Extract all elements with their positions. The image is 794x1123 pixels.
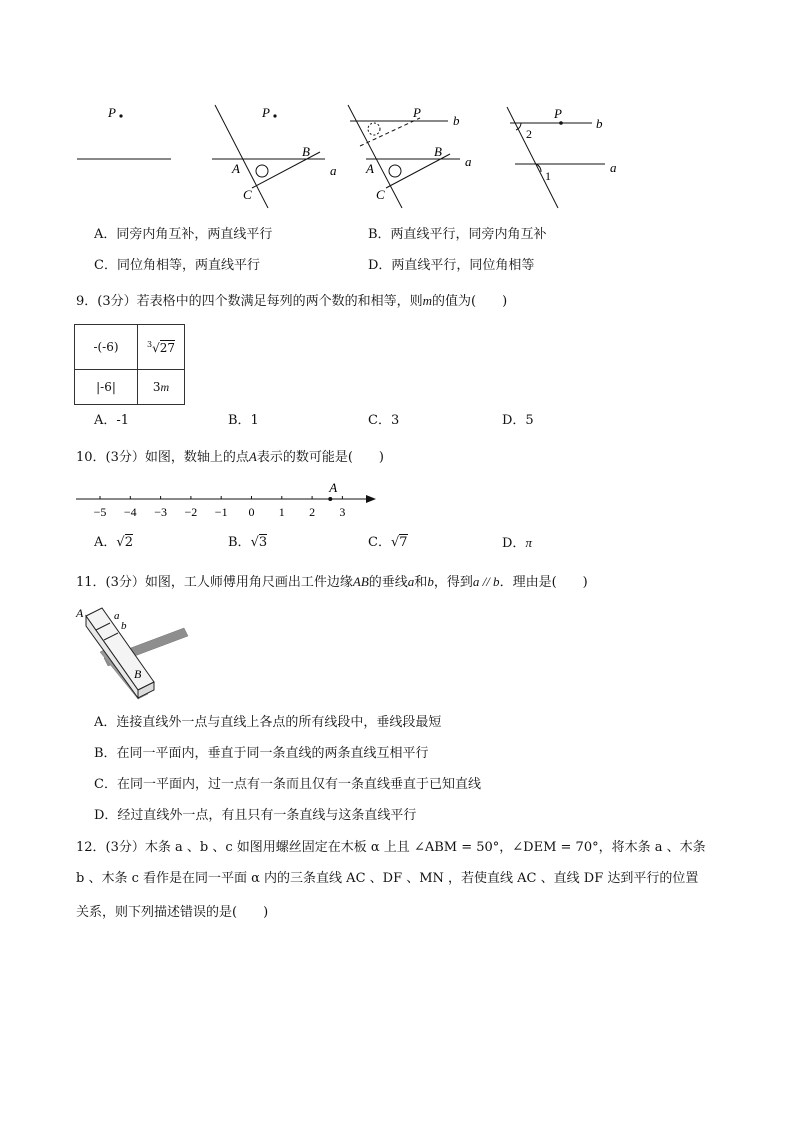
opt-prefix: D． bbox=[502, 536, 526, 551]
opt-prefix: C． bbox=[368, 535, 391, 550]
var-m: m bbox=[160, 379, 170, 394]
q11-stem-mid2: 和 bbox=[414, 575, 428, 590]
q9-option-d: D．5 bbox=[502, 413, 534, 428]
radical-sign: √ bbox=[116, 535, 125, 550]
label-a: A bbox=[232, 161, 240, 176]
label-a: A bbox=[76, 606, 84, 620]
cube-root-index: 3 bbox=[146, 339, 153, 349]
q10-stem bbox=[76, 448, 384, 467]
radicand: 7 bbox=[399, 535, 408, 550]
q12-line-3: 关系，则下列描述错误的是( ) bbox=[76, 905, 269, 920]
q11-figure bbox=[74, 602, 194, 702]
q8-option-d: D．两直线平行，同位角相等 bbox=[368, 258, 535, 273]
q8-figure-2 bbox=[212, 105, 337, 208]
q11-stem-mid1: 的垂线 bbox=[368, 575, 408, 590]
q11-ab: AB bbox=[352, 574, 369, 589]
q9-table bbox=[74, 324, 185, 405]
q11-option-c: C．在同一平面内，过一点有一条而且仅有一条直线垂直于已知直线 bbox=[94, 777, 481, 792]
label-b: B bbox=[302, 144, 310, 159]
axis-tick-label: −1 bbox=[214, 505, 228, 519]
label-c: C bbox=[376, 187, 385, 202]
q9-stem bbox=[76, 292, 507, 311]
transversal-line bbox=[507, 107, 558, 208]
q11-stem-pre: 11．(3分）如图，工人师傅用角尺画出工件边缘 bbox=[76, 575, 353, 590]
coef: 3 bbox=[152, 379, 161, 394]
axis-tick-label: 1 bbox=[278, 505, 285, 519]
axis-tick-label: 3 bbox=[339, 505, 346, 519]
q11-option-b: B．在同一平面内，垂直于同一条直线的两条直线互相平行 bbox=[94, 746, 429, 761]
label-p: P bbox=[554, 106, 562, 121]
q11-parallel: a // b bbox=[472, 574, 500, 589]
radical-sign: √ bbox=[250, 535, 259, 550]
q11-stem bbox=[76, 573, 588, 592]
axis-tick-label: 0 bbox=[248, 505, 255, 519]
q8-figure-1 bbox=[77, 105, 171, 159]
q10-option-b bbox=[228, 534, 267, 552]
opt-prefix: A． bbox=[94, 535, 117, 550]
label-line-b: b bbox=[121, 620, 127, 632]
q11-stem-mid3: ，得到 bbox=[433, 575, 473, 590]
q10-point-a: A bbox=[248, 449, 257, 464]
axis-tick-label: −5 bbox=[93, 505, 107, 519]
q8-option-b: B．两直线平行，同旁内角互补 bbox=[368, 227, 547, 242]
q8-option-c: C．同位角相等，两直线平行 bbox=[94, 258, 260, 273]
radicand: 2 bbox=[124, 535, 133, 550]
label-line-a: a bbox=[330, 163, 337, 178]
q9-cell-r1c2 bbox=[138, 325, 185, 370]
q11-stem-end: ．理由是( ) bbox=[499, 575, 588, 590]
dashed-angle-marker bbox=[368, 123, 380, 135]
label-line-b: b bbox=[453, 113, 460, 128]
point-a bbox=[328, 497, 332, 501]
axis-tick-label: −4 bbox=[123, 505, 137, 519]
q9-cell-r1c1: -(-6) bbox=[75, 325, 138, 370]
q8-figure-4 bbox=[507, 106, 617, 208]
label-b: B bbox=[434, 144, 442, 159]
point-p bbox=[559, 121, 563, 125]
q10-option-d bbox=[502, 534, 532, 553]
label-angle-1: 1 bbox=[545, 169, 551, 183]
label-line-a: a bbox=[610, 160, 617, 175]
label-a: A bbox=[366, 161, 374, 176]
q8-figures bbox=[0, 95, 794, 215]
q12-line-1: 12．(3分）木条 a 、b 、c 如图用螺丝固定在木板 α 上且 ∠ABM = 50°，∠DEM = 70°，将木条 a 、木条 bbox=[76, 840, 706, 855]
angle-marker bbox=[389, 165, 401, 177]
q12-line-2: b 、木条 c 看作是在同一平面 α 内的三条直线 AC 、DF 、MN ，若使直线 AC 、直线 DF 达到平行的位置 bbox=[76, 871, 699, 886]
q11-b: b bbox=[427, 574, 434, 589]
q9-option-c: C．3 bbox=[368, 413, 400, 428]
q10-stem-pre: 10．(3分）如图，数轴上的点 bbox=[76, 450, 249, 465]
angle-marker bbox=[256, 165, 268, 177]
label-b: B bbox=[134, 667, 142, 681]
axis-tick-label: −2 bbox=[184, 505, 198, 519]
q11-option-d: D．经过直线外一点，有且只有一条直线与这条直线平行 bbox=[94, 808, 417, 823]
q9-stem-text: 9．(3分）若表格中的四个数满足每列的两个数的和相等，则 bbox=[76, 294, 423, 309]
opt-prefix: B． bbox=[228, 535, 251, 550]
radicand: 3 bbox=[258, 535, 268, 550]
q8-option-a: A．同旁内角互补，两直线平行 bbox=[94, 227, 273, 242]
label-line-a: a bbox=[114, 610, 120, 622]
label-angle-2: 2 bbox=[526, 127, 532, 141]
q9-stem-end: 的值为( ) bbox=[432, 294, 508, 309]
radical-sign: √ bbox=[390, 535, 400, 550]
point-a-label: A bbox=[329, 480, 338, 495]
point-p bbox=[273, 114, 276, 117]
number-line bbox=[70, 478, 390, 523]
axis-tick-label: 2 bbox=[309, 505, 316, 519]
q10-option-c bbox=[368, 534, 408, 552]
q11-option-a: A．连接直线外一点与直线上各点的所有线段中，垂线段最短 bbox=[94, 715, 442, 730]
q10-option-a bbox=[94, 534, 133, 552]
label-line-a: a bbox=[465, 154, 472, 169]
q9-cell-r2c2 bbox=[138, 370, 185, 405]
label-p: P bbox=[108, 105, 116, 120]
label-c: C bbox=[243, 187, 252, 202]
label-p: P bbox=[262, 105, 270, 120]
pi: π bbox=[525, 535, 532, 550]
dashed-line bbox=[360, 118, 420, 146]
axis-arrow bbox=[366, 495, 376, 503]
q9-var-m: m bbox=[422, 293, 433, 308]
point-p bbox=[119, 114, 122, 117]
q11-a: a bbox=[407, 574, 415, 589]
q9-option-b: B．1 bbox=[228, 413, 259, 428]
q9-option-a: A．-1 bbox=[94, 413, 130, 428]
q9-cell-r2c1: |-6| bbox=[75, 370, 138, 405]
axis-tick-label: −3 bbox=[154, 505, 167, 519]
radical-sign: √ bbox=[152, 340, 160, 355]
q10-stem-post: 表示的数可能是( ) bbox=[256, 450, 384, 465]
label-line-b: b bbox=[596, 116, 603, 131]
label-p: P bbox=[413, 105, 421, 120]
radicand: 27 bbox=[159, 340, 176, 355]
transversal-line bbox=[215, 105, 268, 208]
transversal-line bbox=[348, 105, 402, 208]
q8-figure-3 bbox=[348, 105, 472, 208]
